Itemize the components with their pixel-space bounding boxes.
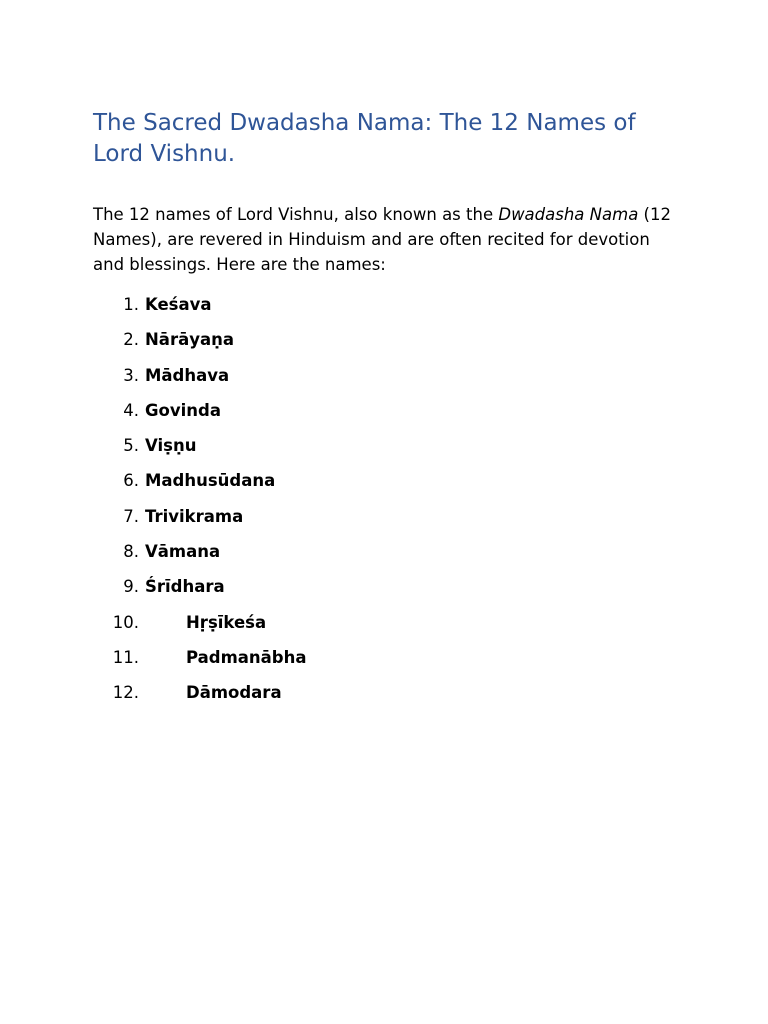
names-list — [93, 287, 683, 711]
list-name: Vāmana — [145, 542, 221, 562]
list-name: Keśava — [145, 295, 212, 314]
list-item — [93, 605, 683, 640]
list-number: 11. — [112, 647, 139, 667]
list-number: 9. — [123, 577, 139, 597]
list-number: 4. — [123, 400, 139, 420]
list-item — [93, 428, 683, 463]
list-number: 8. — [123, 542, 139, 562]
intro-paragraph — [93, 202, 678, 277]
list-number: 12. — [112, 683, 139, 703]
list-number: 5. — [123, 436, 139, 456]
list-name: Śrīdhara — [145, 577, 225, 597]
list-item — [93, 463, 683, 498]
list-name: Trivikrama — [145, 506, 244, 526]
list-number: 7. — [123, 506, 139, 526]
list-name: Hṛṣīkeśa — [186, 612, 267, 632]
list-name: Padmanābha — [186, 647, 307, 667]
document-page — [93, 108, 683, 711]
intro-text-start: The 12 names of Lord Vishnu, also known as the — [93, 205, 499, 224]
list-name: Mādhava — [145, 365, 230, 385]
list-item — [93, 358, 683, 393]
list-item — [93, 640, 683, 675]
list-name: Nārāyaṇa — [145, 330, 234, 350]
list-item — [93, 287, 683, 322]
list-item — [93, 499, 683, 534]
list-number: 6. — [123, 471, 139, 491]
list-number: 3. — [123, 365, 139, 385]
list-name: Dāmodara — [186, 683, 282, 703]
list-name: Madhusūdana — [145, 471, 276, 491]
list-name: Govinda — [145, 400, 221, 420]
list-number: 1. — [123, 295, 139, 314]
list-item — [93, 393, 683, 428]
list-name: Viṣṇu — [145, 436, 197, 456]
list-number: 2. — [123, 330, 139, 350]
list-item — [93, 569, 683, 604]
page-title: The Sacred Dwadasha Nama: The 12 Names of Lord Vishnu. — [93, 110, 636, 167]
list-item — [93, 322, 683, 357]
intro-text-end: (12 Names), are revered in Hinduism and are often recited for devotion and blessings. Here are the names: — [93, 205, 671, 274]
list-item — [93, 534, 683, 569]
intro-italic-term: Dwadasha Nama — [498, 205, 639, 224]
list-item — [93, 675, 683, 710]
list-number: 10. — [112, 612, 139, 632]
